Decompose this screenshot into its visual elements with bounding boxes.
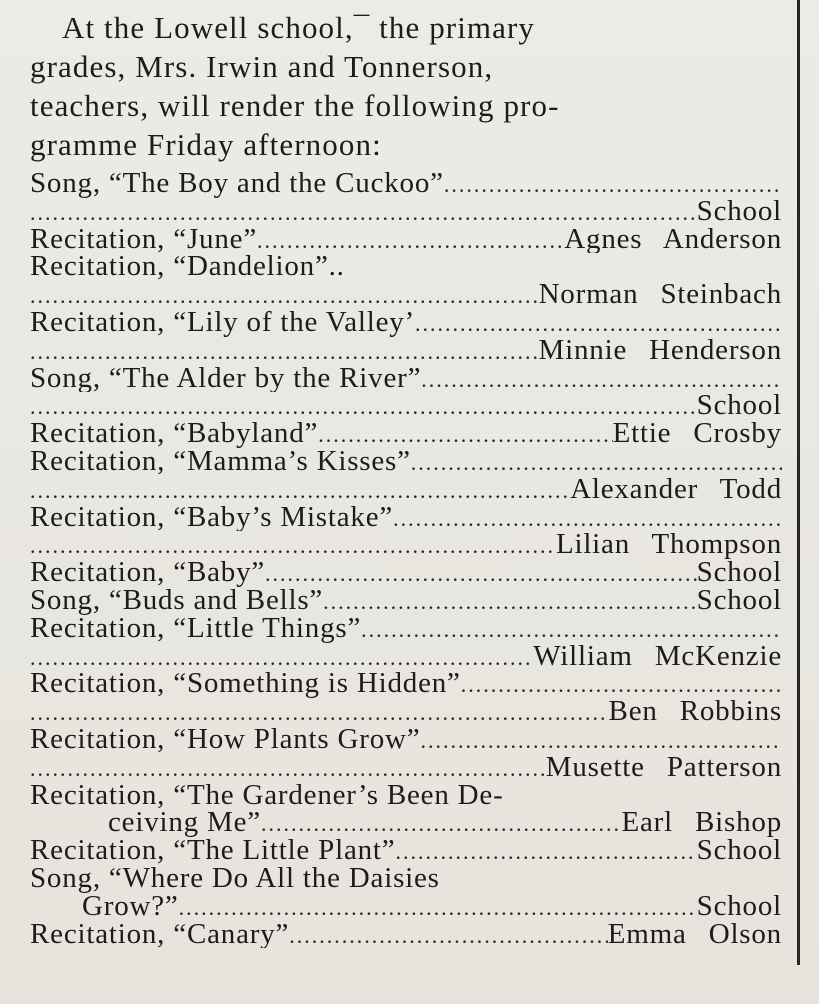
programme-line <box>30 337 782 365</box>
performer-name: Lilian Thompson <box>555 531 782 560</box>
programme-item: Song, “Where Do All the Daisies <box>30 864 440 893</box>
dot-leader <box>30 644 533 671</box>
dot-leader <box>461 671 782 698</box>
programme-line <box>30 420 782 448</box>
dot-leader <box>30 532 556 559</box>
intro-paragraph <box>30 8 782 164</box>
performer-name: School <box>696 392 782 421</box>
dot-leader <box>420 727 782 754</box>
programme-line <box>30 559 782 587</box>
dot-leader <box>30 282 539 309</box>
programme-line <box>30 615 782 643</box>
programme-line <box>30 170 782 198</box>
dot-leader <box>444 171 782 198</box>
programme-item: Song, “The Alder by the River” <box>30 364 422 393</box>
dot-leader <box>261 810 622 837</box>
programme-line <box>30 531 782 559</box>
programme-line <box>30 476 782 504</box>
programme-line <box>30 726 782 754</box>
programme-line <box>30 309 782 337</box>
programme-item: Song, “Buds and Bells” <box>30 586 324 615</box>
intro-line: grades, Mrs. Irwin and Tonnerson, <box>30 49 494 84</box>
performer-name: School <box>696 837 782 865</box>
programme-line <box>30 782 782 810</box>
performer-name: School <box>696 586 782 615</box>
programme-item: Recitation, “June” <box>30 225 257 254</box>
programme-line <box>30 392 782 420</box>
performer-name: School <box>696 197 782 226</box>
performer-name: Minnie Henderson <box>538 336 782 365</box>
programme-item: Recitation, “How Plants Grow” <box>30 725 421 754</box>
programme-item: Recitation, “The Little Plant” <box>30 837 396 865</box>
programme-line <box>30 504 782 532</box>
programme-line <box>30 587 782 615</box>
programme-item: Recitation, “Baby” <box>30 559 266 587</box>
programme-line <box>30 921 782 949</box>
article <box>30 8 782 948</box>
programme-item: Recitation, “Mamma’s Kisses” <box>30 447 411 476</box>
programme-line <box>30 865 782 893</box>
dot-leader <box>179 894 697 921</box>
dot-leader <box>30 338 539 365</box>
programme-line <box>30 893 782 921</box>
programme-item: Recitation, “Dandelion”.. <box>30 253 345 282</box>
programme-line <box>30 448 782 476</box>
dot-leader <box>421 366 782 393</box>
programme-line <box>30 698 782 726</box>
dot-leader <box>30 477 570 504</box>
programme-line <box>30 226 782 254</box>
intro-line: At the Lowell school,¯ the primary <box>62 10 536 45</box>
performer-name: Alexander Todd <box>570 475 782 504</box>
dot-leader <box>265 560 697 587</box>
programme-item: Grow?” <box>82 892 179 921</box>
dot-leader <box>415 310 782 337</box>
programme-line <box>30 281 782 309</box>
dot-leader <box>30 699 609 726</box>
dot-leader <box>318 421 612 448</box>
performer-name: Norman Steinbach <box>538 281 782 309</box>
performer-name: Ben Robbins <box>608 698 782 726</box>
programme-line <box>30 198 782 226</box>
programme-line <box>30 809 782 837</box>
dot-leader <box>30 393 697 420</box>
performer-name: Emma Olson <box>607 920 782 949</box>
dot-leader <box>393 505 782 532</box>
dot-leader <box>411 449 782 476</box>
performer-name: School <box>696 559 782 587</box>
performer-name: Musette Patterson <box>545 753 782 782</box>
programme-line <box>30 670 782 698</box>
performer-name: School <box>696 892 782 921</box>
intro-line: teachers, will render the following pro- <box>30 88 560 123</box>
performer-name: William McKenzie <box>533 642 782 671</box>
programme-item: Recitation, “Little Things” <box>30 614 362 643</box>
programme-item: Recitation, “Something is Hidden” <box>30 670 461 699</box>
programme-line <box>30 253 782 281</box>
programme-item: Recitation, “Canary” <box>30 920 290 949</box>
dot-leader <box>395 838 696 865</box>
programme-item: Recitation, “Lily of the Valley’ <box>30 308 416 337</box>
programme-item: Recitation, “Babyland” <box>30 420 319 448</box>
dot-leader <box>30 199 697 226</box>
programme-item: Song, “The Boy and the Cuckoo” <box>30 170 444 198</box>
performer-name: Ettie Crosby <box>612 420 782 448</box>
dot-leader <box>30 755 546 782</box>
programme-item: ceiving Me” <box>108 809 261 838</box>
programme-item: Recitation, “Baby’s Mistake” <box>30 503 394 532</box>
dot-leader <box>323 588 697 615</box>
dot-leader <box>289 922 608 949</box>
programme-item: Recitation, “The Gardener’s Been De- <box>30 781 504 810</box>
programme-line <box>30 365 782 393</box>
intro-line: gramme Friday afternoon: <box>30 127 382 162</box>
performer-name: Agnes Anderson <box>564 225 782 254</box>
programme-list <box>30 170 782 948</box>
column-rule <box>797 0 800 965</box>
programme-line <box>30 837 782 865</box>
programme-line <box>30 754 782 782</box>
dot-leader <box>257 227 564 254</box>
programme-line <box>30 643 782 671</box>
dot-leader <box>361 616 782 643</box>
performer-name: Earl Bishop <box>621 809 782 838</box>
